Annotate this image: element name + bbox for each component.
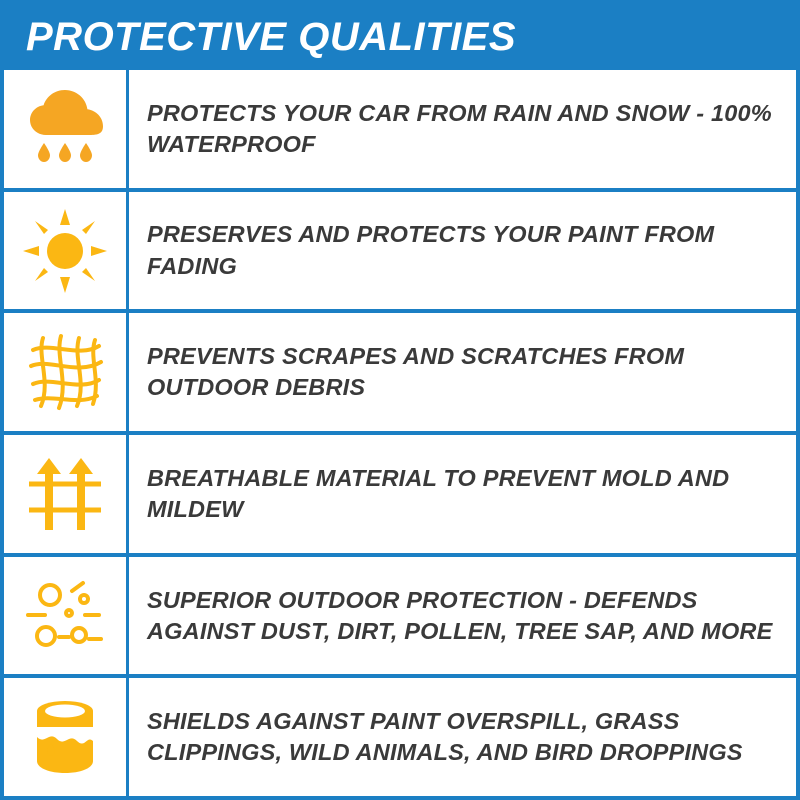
icon-cell — [4, 435, 126, 553]
header-bar — [4, 4, 796, 70]
list-item — [4, 70, 796, 192]
paint-can-icon — [27, 697, 103, 777]
icon-cell — [4, 678, 126, 796]
list-item — [4, 313, 796, 435]
icon-cell — [4, 313, 126, 431]
breathable-arrows-icon — [25, 454, 105, 534]
text-cell — [129, 463, 796, 525]
sun-icon — [23, 209, 107, 293]
list-item-label: PREVENTS SCRAPES AND SCRATCHES FROM OUTDOOR DEBRIS — [147, 343, 685, 401]
icon-cell — [4, 192, 126, 310]
list-item — [4, 192, 796, 314]
page-title: PROTECTIVE QUALITIES — [26, 15, 517, 59]
text-cell — [129, 98, 796, 160]
text-cell — [129, 219, 796, 281]
list-item — [4, 435, 796, 557]
icon-cell — [4, 70, 126, 188]
list-item — [4, 678, 796, 796]
rain-cloud-icon — [22, 89, 108, 169]
list-item-label: PROTECTS YOUR CAR FROM RAIN AND SNOW - 100% WATERPROOF — [147, 99, 772, 157]
list-item-label: SHIELDS AGAINST PAINT OVERSPILL, GRASS CLIPPINGS, WILD ANIMALS, AND BIRD DROPPINGS — [147, 708, 743, 766]
icon-cell — [4, 557, 126, 675]
text-cell — [129, 585, 796, 647]
dust-particles-icon — [23, 579, 107, 653]
scratch-mesh-icon — [25, 332, 105, 412]
text-cell — [129, 341, 796, 403]
text-cell — [129, 706, 796, 768]
list-item-label: BREATHABLE MATERIAL TO PREVENT MOLD AND MILDEW — [147, 464, 730, 522]
list-item-label: PRESERVES AND PROTECTS YOUR PAINT FROM FADING — [147, 221, 715, 279]
list-item-label: SUPERIOR OUTDOOR PROTECTION - DEFENDS AGAINST DUST, DIRT, POLLEN, TREE SAP, AND MORE — [147, 586, 773, 644]
list-item — [4, 557, 796, 679]
feature-list — [4, 70, 796, 796]
